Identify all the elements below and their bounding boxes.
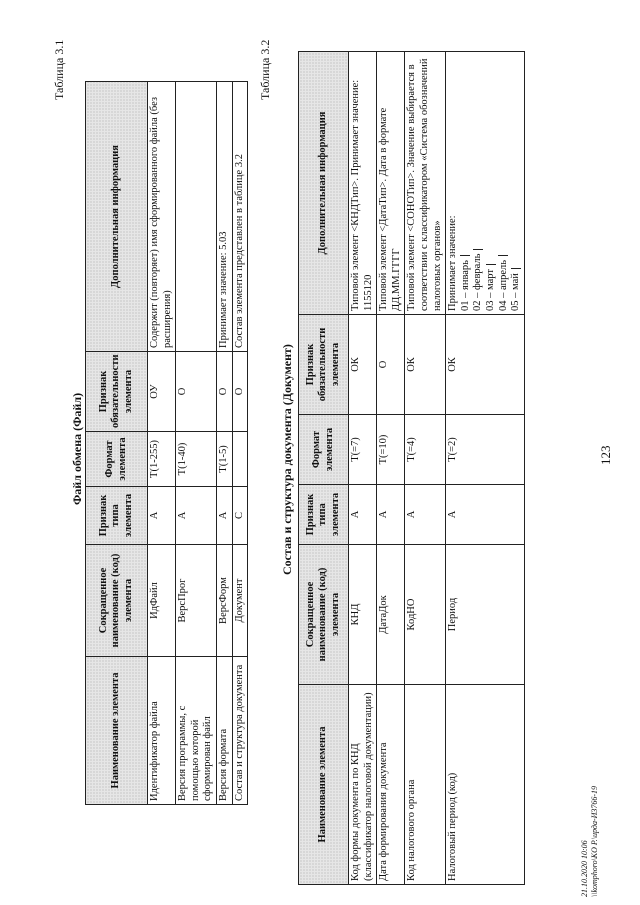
- cell-required: О: [377, 315, 405, 415]
- cell-type: А: [377, 485, 405, 545]
- period-value: [485, 55, 498, 311]
- cell-name: Состав и структура документа: [232, 657, 248, 805]
- table-rule-mark: [460, 255, 470, 256]
- cell-type: А: [176, 487, 217, 545]
- cell-type: А: [405, 485, 446, 545]
- cell-required: ОК: [446, 315, 525, 415]
- cell-code: ИдФайл: [148, 545, 176, 657]
- cell-name: Код налогового органа: [405, 685, 446, 885]
- table-1-number: Таблица 3.1: [52, 39, 66, 100]
- header-cell: Формат элемента: [299, 415, 349, 485]
- cell-info: Принимает значение: 5.03: [216, 82, 232, 352]
- cell-info: Состав элемента представлен в таблице 3.2: [232, 82, 248, 352]
- cell-required: ОК: [405, 315, 446, 415]
- cell-format: T(=4): [405, 415, 446, 485]
- period-value-text: 04 – апрель: [497, 259, 509, 311]
- cell-format: T(=2): [446, 415, 525, 485]
- header-cell: Признак обязательности элемента: [299, 315, 349, 415]
- cell-code: ДатаДок: [377, 545, 405, 685]
- table-header-row: [86, 82, 148, 805]
- page-number: 123: [598, 445, 613, 465]
- period-value-text: 01 – январь: [459, 260, 471, 311]
- period-value-text: 02 – февраль: [472, 253, 484, 311]
- cell-name: Версия формата: [216, 657, 232, 805]
- table-row: [377, 52, 405, 885]
- table-row: [349, 52, 377, 885]
- table-file-exchange: [85, 81, 248, 805]
- cell-format: T(1-40): [176, 432, 217, 487]
- header-cell: Признак типа элемента: [299, 485, 349, 545]
- table-row: [232, 82, 248, 805]
- table-row: [446, 52, 525, 885]
- table-rule-mark: [473, 249, 483, 250]
- cell-format: T(=7): [349, 415, 377, 485]
- cell-name: Дата формирования документа: [377, 685, 405, 885]
- period-value-text: 05 – май: [510, 273, 522, 311]
- stamp-date: 21.10.2020 10:06: [580, 840, 589, 897]
- cell-type: А: [446, 485, 525, 545]
- table-header-row: [299, 52, 349, 885]
- cell-info: [446, 52, 525, 315]
- table-row: [405, 52, 446, 885]
- table-rule-mark: [486, 264, 496, 265]
- table-1-title: Файл обмена (Файл): [70, 392, 84, 505]
- document-stamp: [580, 786, 599, 897]
- period-value: [510, 55, 523, 311]
- header-cell: Признак обязательности элемента: [86, 352, 148, 432]
- period-intro: Принимает значение:: [447, 215, 459, 311]
- period-value-text: 03 – март: [484, 269, 496, 311]
- cell-code: ВерсПрог: [176, 545, 217, 657]
- header-cell: Сокращенное наименование (код) элемента: [86, 545, 148, 657]
- cell-format: T(1-5): [216, 432, 232, 487]
- table-row: [176, 82, 217, 805]
- cell-type: С: [232, 487, 248, 545]
- table-rule-mark: [511, 268, 521, 269]
- cell-code: КНД: [349, 545, 377, 685]
- cell-info: Типовой элемент <СОНОТип>. Значение выбирается в соответствии с классификатором «Система обозначений налоговых органов»: [405, 52, 446, 315]
- table-rule-mark: [498, 255, 508, 256]
- header-cell: Формат элемента: [86, 432, 148, 487]
- table-2-title: Состав и структура документа (Документ): [280, 344, 294, 575]
- header-cell: Дополнительная информация: [299, 52, 349, 315]
- cell-info: [176, 82, 217, 352]
- cell-format: T(=10): [377, 415, 405, 485]
- cell-type: А: [216, 487, 232, 545]
- table-row: [148, 82, 176, 805]
- cell-required: О: [176, 352, 217, 432]
- cell-info: Типовой элемент <ДатаТип>. Дата в формате ДД.ММ.ГГГГ: [377, 52, 405, 315]
- cell-required: О: [232, 352, 248, 432]
- cell-info: Типовой элемент <КНДТип>. Принимает значение: 1155120: [349, 52, 377, 315]
- period-value: [460, 55, 473, 311]
- cell-format: [232, 432, 248, 487]
- cell-format: T(1-255): [148, 432, 176, 487]
- cell-required: ОУ: [148, 352, 176, 432]
- cell-code: Период: [446, 545, 525, 685]
- cell-name: Код формы документа по КНД (классификатор налоговой документации): [349, 685, 377, 885]
- cell-name: Налоговый период (код): [446, 685, 525, 885]
- cell-code: Документ: [232, 545, 248, 657]
- table-document-structure: [298, 51, 525, 885]
- cell-required: О: [216, 352, 232, 432]
- cell-code: КодНО: [405, 545, 446, 685]
- cell-type: А: [349, 485, 377, 545]
- cell-required: ОК: [349, 315, 377, 415]
- period-value: [472, 55, 485, 311]
- header-cell: Наименование элемента: [86, 657, 148, 805]
- cell-name: Идентификатор файла: [148, 657, 176, 805]
- cell-type: А: [148, 487, 176, 545]
- table-2-number: Таблица 3.2: [258, 39, 272, 100]
- header-cell: Признак типа элемента: [86, 487, 148, 545]
- cell-info: Содержит (повторяет) имя сформированного файла (без расширения): [148, 82, 176, 352]
- header-cell: Дополнительная информация: [86, 82, 148, 352]
- table-row: [216, 82, 232, 805]
- header-cell: Сокращенное наименование (код) элемента: [299, 545, 349, 685]
- cell-code: ВерсФорм: [216, 545, 232, 657]
- period-value: [498, 55, 511, 311]
- stamp-path: \\komphoro\KO P.\ирда-И3766-19: [589, 785, 599, 897]
- header-cell: Наименование элемента: [299, 685, 349, 885]
- cell-name: Версия программы, с помощью которой сформирован файл: [176, 657, 217, 805]
